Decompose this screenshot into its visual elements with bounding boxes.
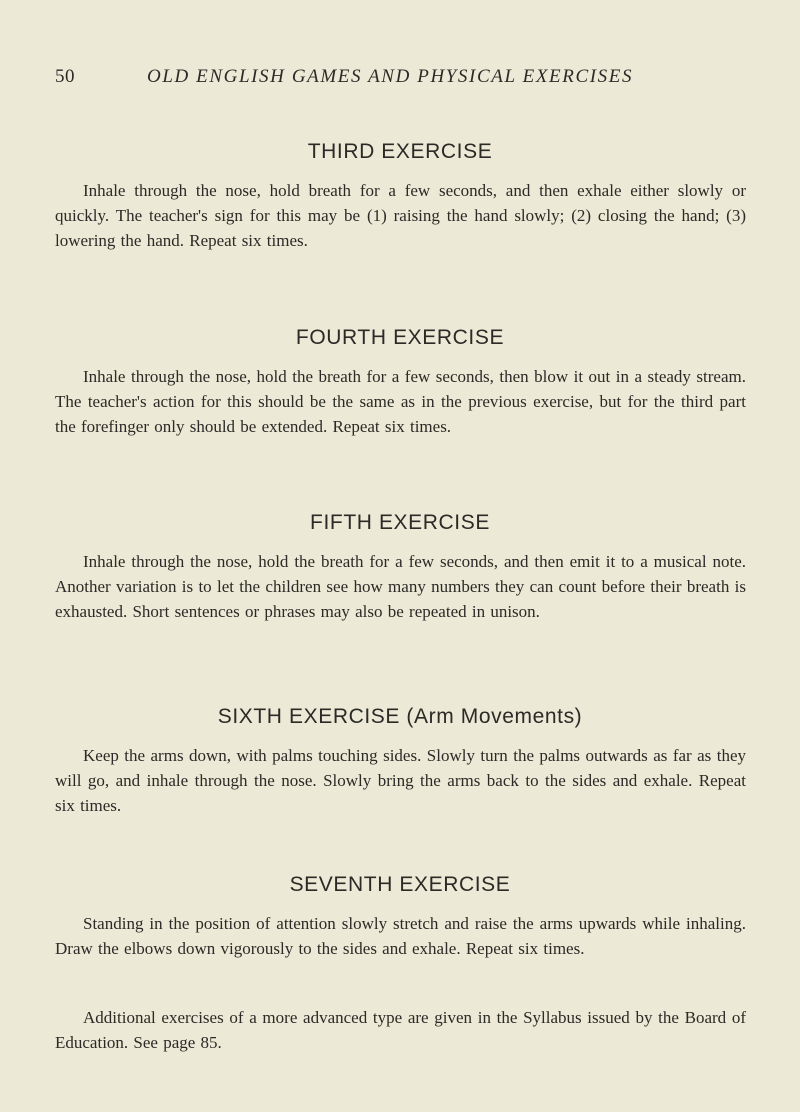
paragraph-third-exercise: [55, 178, 746, 253]
heading-seventh-exercise: SEVENTH EXERCISE: [289, 873, 511, 896]
paragraph-fourth-exercise-text: Inhale through the nose, hold the breath for a few seconds, then blow it out in a steady stream. The teacher's action for this should be the same as in the previous exercise, but for the third part the forefinger only should be extended. Repeat six times.: [55, 367, 746, 436]
paragraph-fifth-exercise-text: Inhale through the nose, hold the breath for a few seconds, and then emit it to a musical note. Another variation is to let the children see how many numbers they can count before their breath is exhausted. Short sentences or phrases may also be repeated in unison.: [55, 552, 746, 621]
running-head: [55, 66, 745, 92]
paragraph-fifth-exercise: [55, 549, 746, 624]
paragraph-sixth-exercise-text: Keep the arms down, with palms touching sides. Slowly turn the palms outwards as far as they will go, and inhale through the nose. Slowly bring the arms back to the sides and exhale. Repeat six times.: [55, 746, 746, 815]
page-number: 50: [55, 66, 75, 87]
heading-fourth-exercise: FOURTH EXERCISE: [295, 326, 505, 349]
heading-third-exercise: THIRD EXERCISE: [307, 140, 493, 163]
closing-note: [55, 1005, 746, 1055]
heading-sixth-exercise: SIXTH EXERCISE (Arm Movements): [217, 705, 583, 728]
paragraph-third-exercise-text: Inhale through the nose, hold breath for a few seconds, and then exhale either slowly or quickly. The teacher's sign for this may be (1) raising the hand slowly; (2) closing the hand; (3) lowering the hand. Repeat six times.: [55, 181, 746, 250]
paragraph-sixth-exercise: [55, 743, 746, 818]
heading-fifth-exercise: FIFTH EXERCISE: [310, 511, 490, 534]
paragraph-seventh-exercise: [55, 911, 746, 961]
paragraph-fourth-exercise: [55, 364, 746, 439]
paragraph-seventh-exercise-text: Standing in the position of attention slowly stretch and raise the arms upwards while inhaling. Draw the elbows down vigorously to the sides and exhale. Repeat six times.: [55, 914, 746, 958]
running-title: OLD ENGLISH GAMES AND PHYSICAL EXERCISES: [147, 66, 634, 87]
closing-note-text: Additional exercises of a more advanced type are given in the Syllabus issued by the Board of Education. See page 85.: [55, 1008, 746, 1052]
